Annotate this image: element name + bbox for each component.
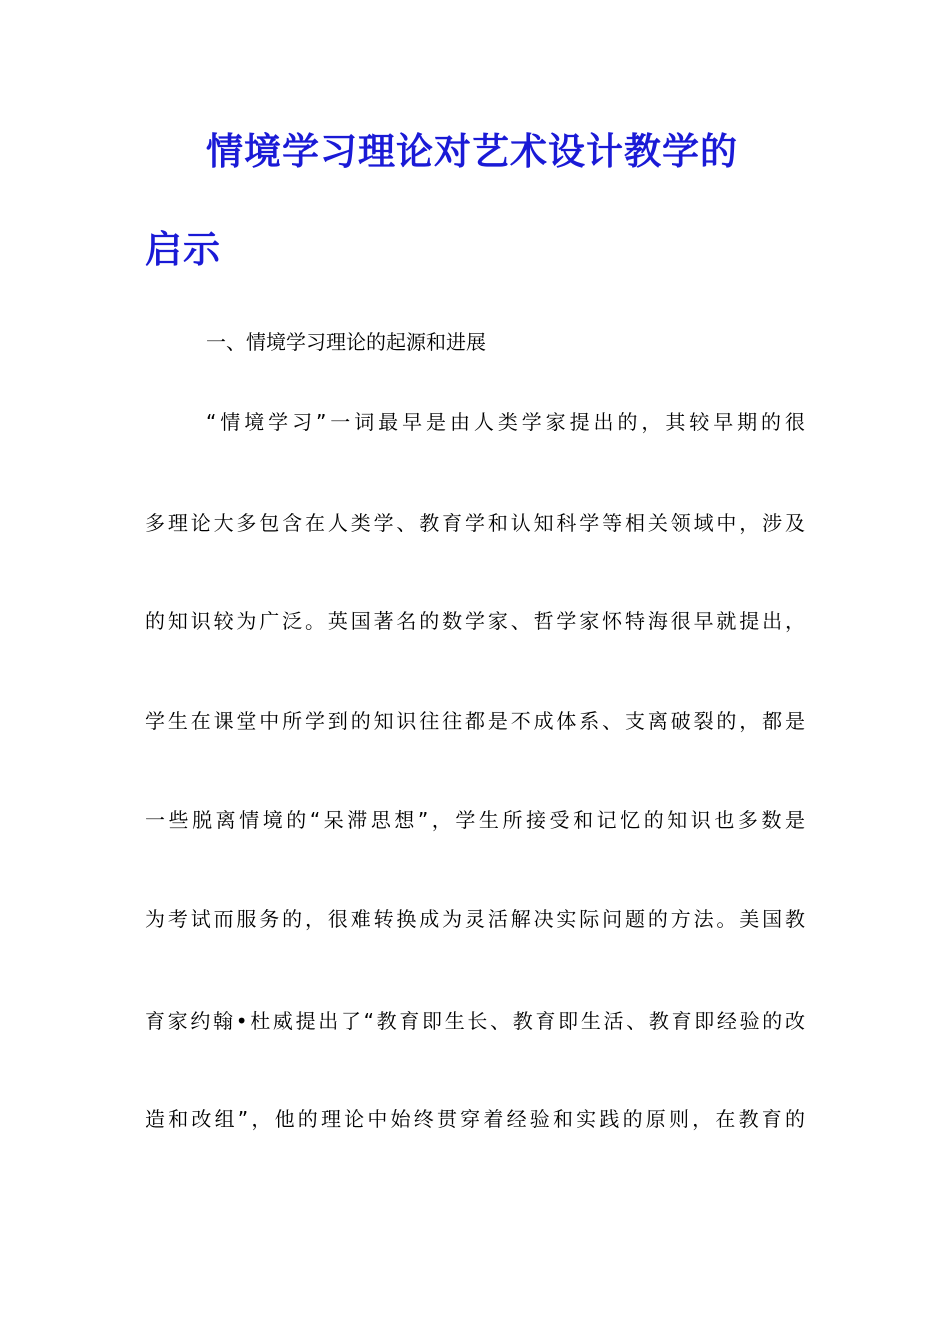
paragraph-line: 多理论大多包含在人类学、教育学和认知科学等相关领域中，涉及 xyxy=(145,511,805,535)
paragraph-line: 学生在课堂中所学到的知识往往都是不成体系、支离破裂的，都是 xyxy=(145,709,805,733)
document-title-line-1: 情境学习理论对艺术设计教学的 xyxy=(206,130,738,173)
document-title-line-2: 启示 xyxy=(145,228,221,271)
section-heading: 一、情境学习理论的起源和进展 xyxy=(206,330,486,354)
paragraph-line: 一些脱离情境的“呆滞思想”，学生所接受和记忆的知识也多数是 xyxy=(145,808,805,832)
paragraph-line: 为考试而服务的，很难转换成为灵活解决实际问题的方法。美国教 xyxy=(145,907,805,931)
paragraph-line: 育家约翰•杜威提出了“教育即生长、教育即生活、教育即经验的改 xyxy=(145,1009,805,1033)
paragraph-line: “情境学习”一词最早是由人类学家提出的，其较早期的很 xyxy=(206,410,805,434)
paragraph-line: 的知识较为广泛。英国著名的数学家、哲学家怀特海很早就提出， xyxy=(145,609,805,633)
paragraph-line: 造和改组”，他的理论中始终贯穿着经验和实践的原则，在教育的 xyxy=(145,1107,805,1131)
